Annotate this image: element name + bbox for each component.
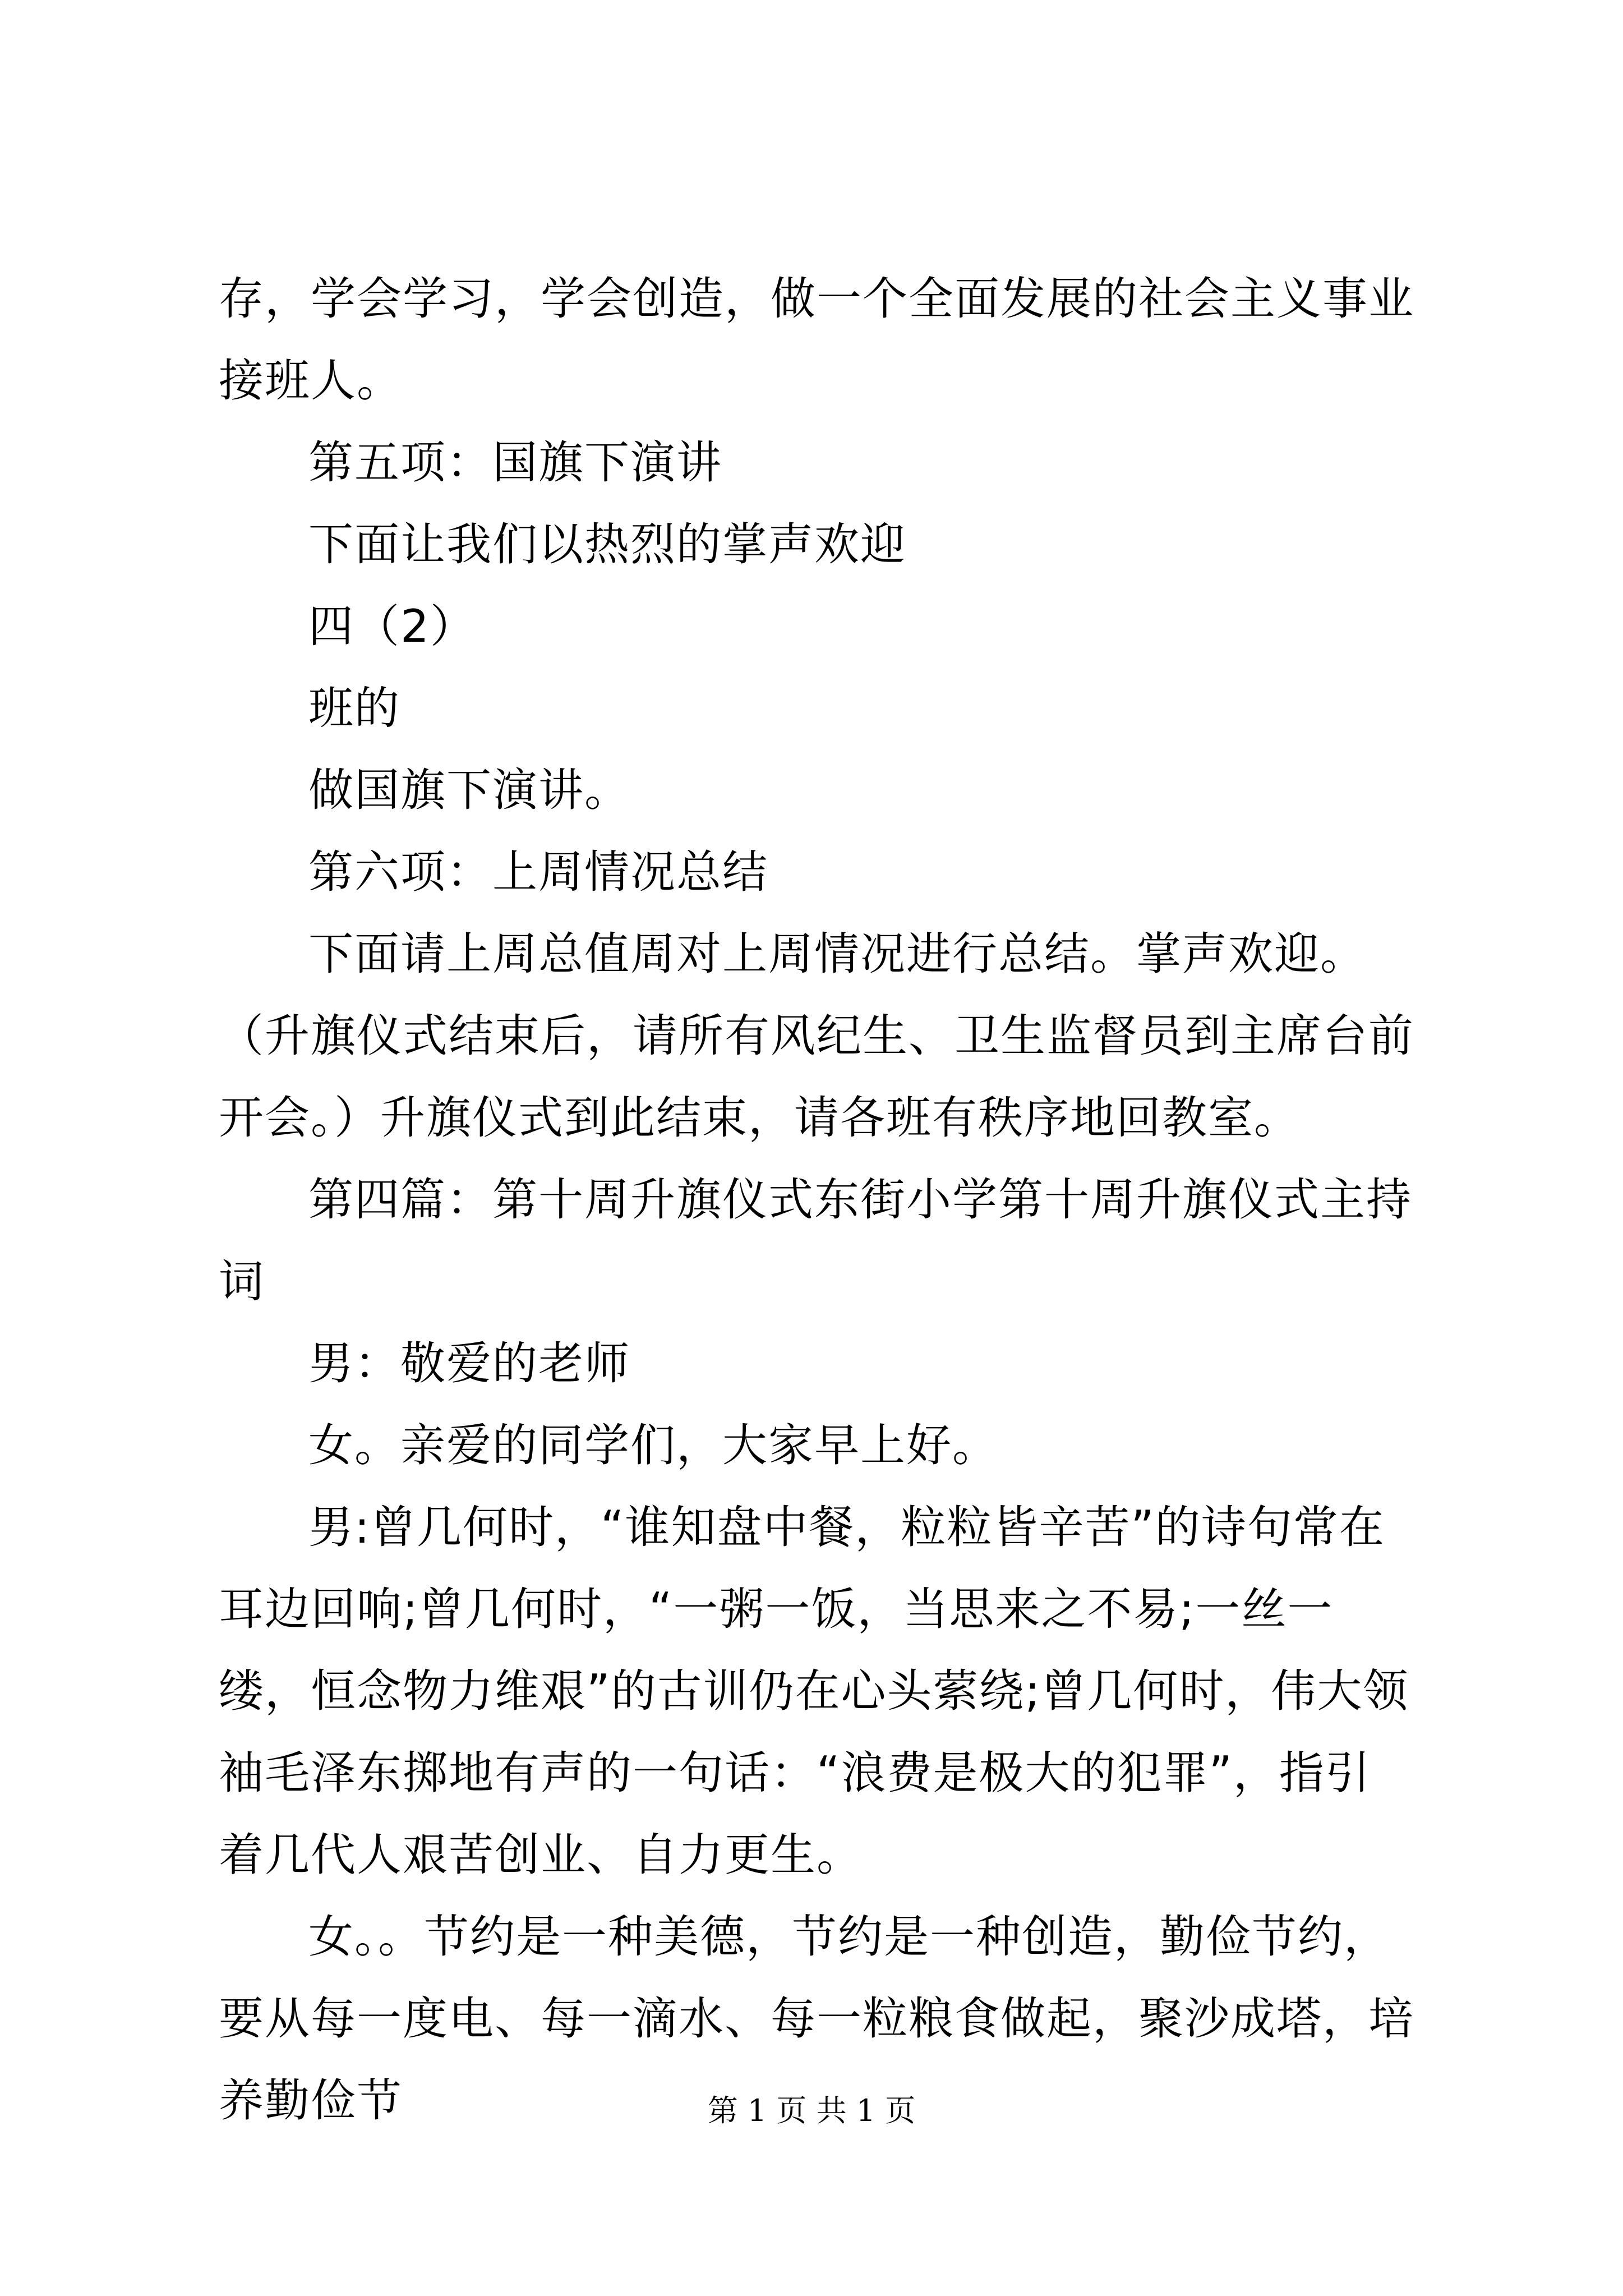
- paragraph-2: 第五项：国旗下演讲: [308, 436, 722, 489]
- paragraph-8: 下面请上周总值周对上周情况进行总结。掌声欢迎。（升旗仪式结束后，请所有风纪生、卫生监督员到主席台前开会。）升旗仪式到此结束，请各班有秩序地回教室。: [219, 928, 1414, 1144]
- paragraph-3: 下面让我们以热烈的掌声欢迎: [308, 518, 906, 570]
- page-number-footer: 第 1 页 共 1 页: [707, 2093, 916, 2128]
- paragraph-1: 存，学会学习，学会创造，做一个全面发展的社会主义事业接班人。: [219, 273, 1414, 407]
- paragraph-13: 女。。节约是一种美德，节约是一种创造，勤俭节约，要从每一度电、每一滴水、每一粒粮食做起，聚沙成塔，培养勤俭节: [219, 1911, 1414, 2127]
- paragraph-6: 做国旗下演讲。: [308, 764, 630, 816]
- paragraph-9: 第四篇：第十周升旗仪式东街小学第十周升旗仪式主持词: [219, 1174, 1412, 1308]
- paragraph-12: 男:曾几何时，“谁知盘中餐，粒粒皆辛苦”的诗句常在耳边回响;曾几何时，“一粥一饭，当思来之不易;一丝一缕，恒念物力维艰”的古训仍在心头萦绕;曾几何时，伟大领袖毛泽东掷地有声的一句话：“浪费是极大的犯罪”，指引着几代人艰苦创业、自力更生。: [219, 1501, 1409, 1881]
- paragraph-7: 第六项：上周情况总结: [308, 846, 768, 898]
- paragraph-5: 班的: [308, 682, 400, 734]
- paragraph-10: 男：敬爱的老师: [308, 1337, 630, 1389]
- document-body: [219, 258, 1416, 2142]
- paragraph-4: 四（2）: [308, 600, 476, 652]
- paragraph-11: 女。亲爱的同学们，大家早上好。: [308, 1419, 998, 1471]
